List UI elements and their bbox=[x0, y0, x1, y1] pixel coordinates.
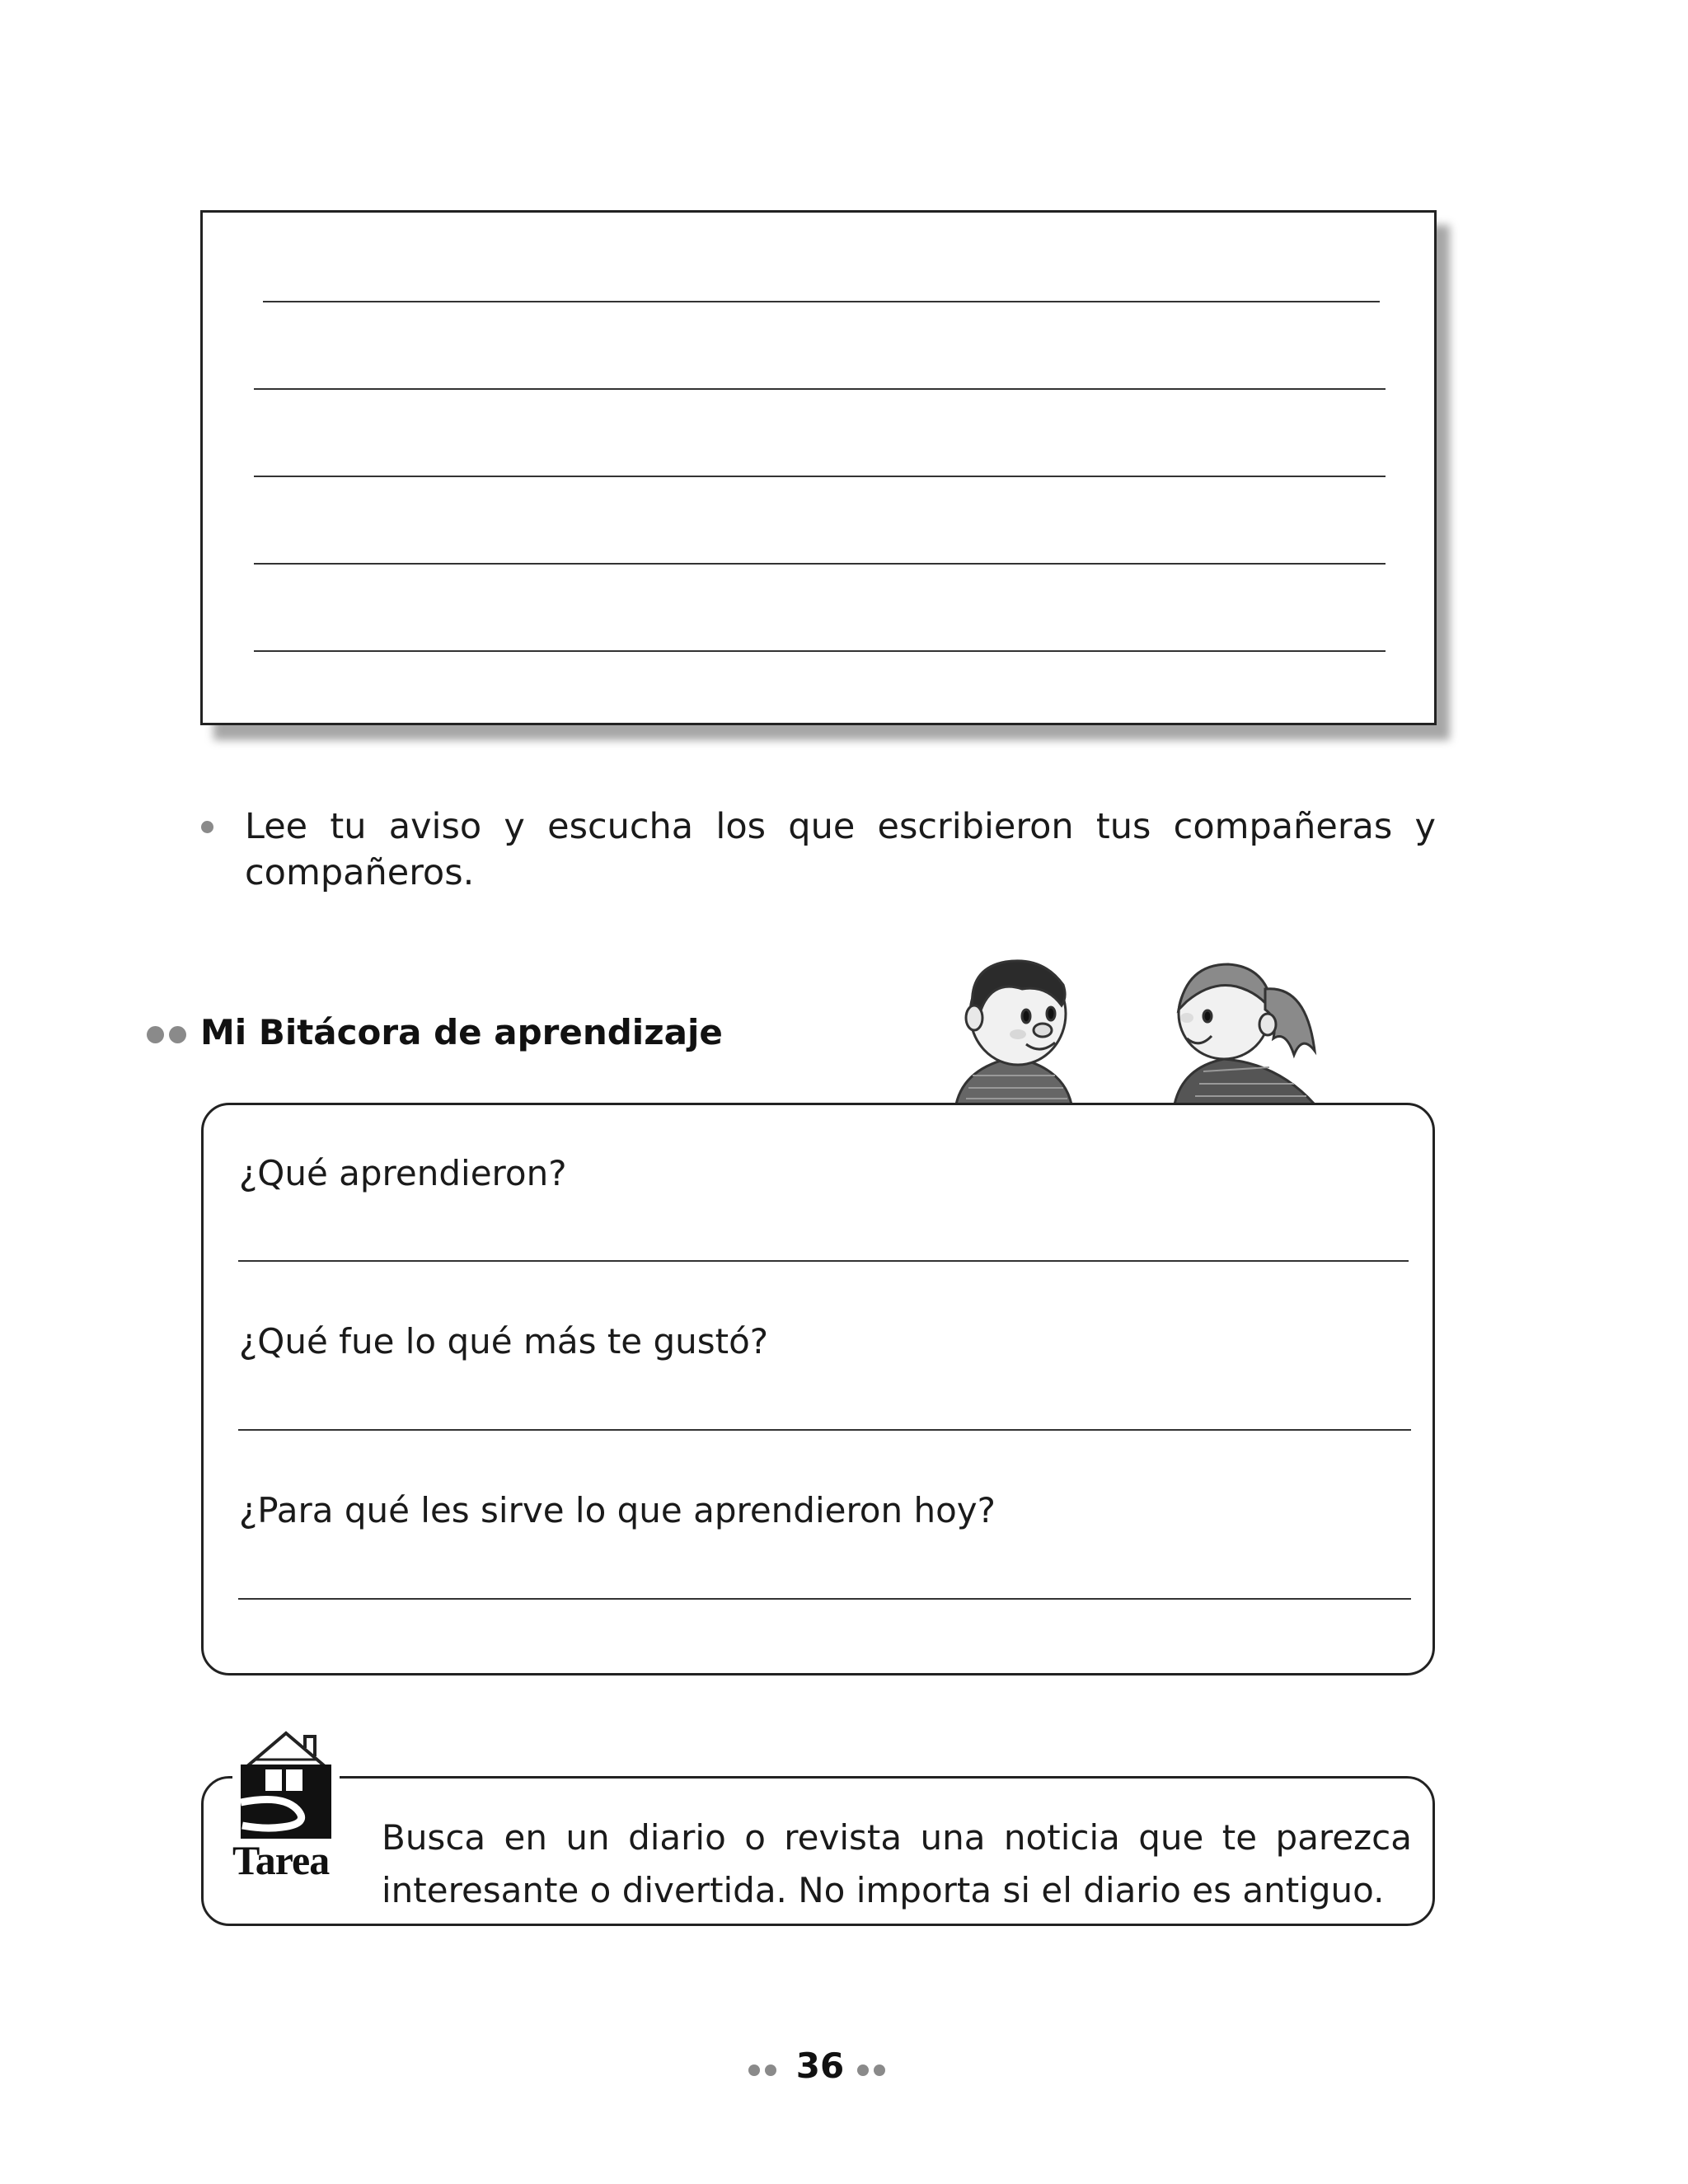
tarea-box bbox=[201, 1776, 1435, 1926]
question-2: ¿Qué fue lo qué más te gustó? bbox=[239, 1321, 769, 1361]
writing-line-1[interactable] bbox=[263, 301, 1380, 302]
house-icon bbox=[232, 1727, 340, 1842]
page-number: 36 bbox=[795, 2046, 845, 2086]
answer-line-1[interactable] bbox=[238, 1260, 1409, 1262]
instruction-text: Lee tu aviso y escucha los que escribieron tus compañeras y compañeros. bbox=[245, 806, 1436, 893]
writing-line-3[interactable] bbox=[254, 476, 1386, 477]
tarea-label: Tarea bbox=[232, 1837, 330, 1883]
footer-dot-icon bbox=[857, 2064, 869, 2076]
question-3: ¿Para qué les sirve lo que aprendieron hoy? bbox=[239, 1490, 996, 1530]
footer-dot-icon bbox=[874, 2064, 885, 2076]
question-1: ¿Qué aprendieron? bbox=[239, 1153, 567, 1193]
writing-line-5[interactable] bbox=[254, 650, 1386, 652]
boy-figure bbox=[956, 961, 1071, 1104]
answer-line-3[interactable] bbox=[238, 1598, 1411, 1600]
section-title: Mi Bitácora de aprendizaje bbox=[200, 1012, 723, 1052]
answer-line-2[interactable] bbox=[238, 1429, 1411, 1431]
bitacora-box bbox=[201, 1103, 1435, 1675]
girl-figure bbox=[1175, 964, 1315, 1104]
writing-line-2[interactable] bbox=[254, 388, 1386, 390]
page-footer bbox=[0, 2046, 1688, 2095]
tarea-text: Busca en un diario o revista una noticia que te parezca interesante o divertida. No importa si el diario es antiguo. bbox=[382, 1817, 1412, 1910]
bullet-icon bbox=[201, 821, 213, 833]
footer-dot-icon bbox=[765, 2064, 776, 2076]
writing-line-4[interactable] bbox=[254, 563, 1386, 565]
children-illustration bbox=[940, 952, 1327, 1104]
footer-dot-icon bbox=[748, 2064, 760, 2076]
writing-box[interactable] bbox=[200, 210, 1437, 725]
